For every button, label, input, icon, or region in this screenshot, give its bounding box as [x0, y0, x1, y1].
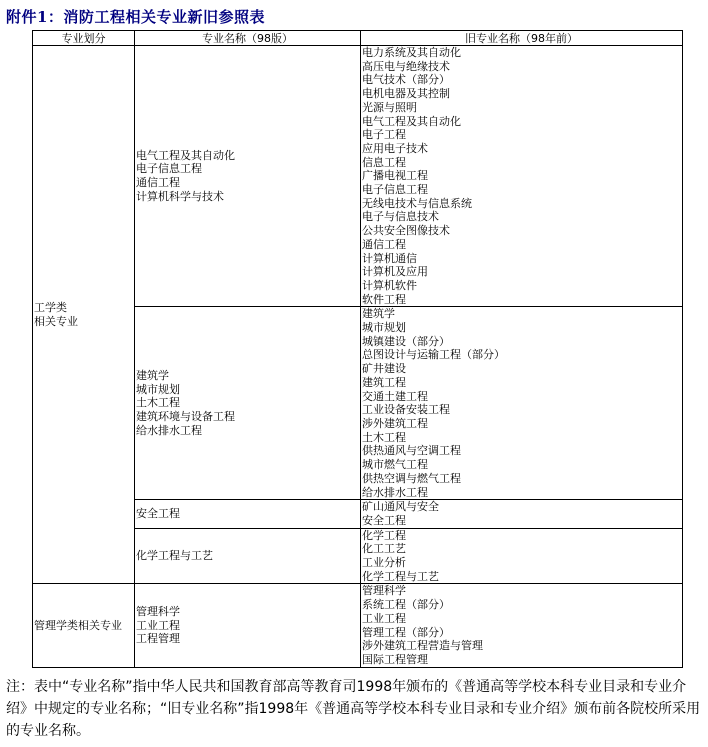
old-major-name: 工业分析 — [362, 556, 406, 570]
old-major-name: 矿山通风与安全 — [362, 500, 439, 514]
old-major-cell — [361, 500, 683, 528]
new-major-cell — [135, 500, 361, 528]
old-major-name: 土木工程 — [362, 430, 406, 444]
new-major-name: 电子信息工程 — [136, 162, 202, 176]
new-major-name: 建筑学 — [136, 369, 169, 383]
table-row — [33, 584, 683, 667]
category-text: 管理学类相关专业 — [34, 618, 122, 632]
old-major-name: 城镇建设（部分） — [362, 334, 450, 348]
footnote: 注：表中“专业名称”指中华人民共和国教育部高等教育司1998年颁布的《普通高等学校本科专业目录和专业介绍》中规定的专业名称；“旧专业名称”指1998年《普通高等学校本科专业目录和专业介绍》颁布前各院校所采用的专业名称。 — [6, 679, 701, 739]
old-major-name: 光源与照明 — [362, 100, 417, 114]
old-major-name: 涉外建筑工程 — [362, 416, 428, 430]
header-new-major: 专业名称（98版） — [135, 31, 361, 46]
old-major-name: 通信工程 — [362, 237, 406, 251]
old-major-name: 交通土建工程 — [362, 389, 428, 403]
new-major-cell — [135, 584, 361, 667]
new-major-name: 工程管理 — [136, 632, 180, 646]
old-major-name: 无线电技术与信息系统 — [362, 196, 472, 210]
new-major-name: 给水排水工程 — [136, 423, 202, 437]
old-major-name: 系统工程（部分） — [362, 598, 450, 612]
new-major-cell — [135, 307, 361, 500]
table-body — [33, 46, 683, 668]
old-major-name: 供热空调与燃气工程 — [362, 471, 461, 485]
old-major-name: 电子与信息技术 — [362, 210, 439, 224]
page-title: 附件1：消防工程相关专业新旧参照表 — [6, 8, 265, 26]
old-major-name: 涉外建筑工程营造与管理 — [362, 639, 483, 653]
new-major-name: 管理科学 — [136, 604, 180, 618]
category-text: 相关专业 — [34, 314, 78, 328]
category-cell — [33, 584, 135, 667]
header-category: 专业划分 — [33, 31, 135, 46]
major-reference-table — [32, 30, 683, 668]
old-major-name: 公共安全图像技术 — [362, 224, 450, 238]
old-major-name: 广播电视工程 — [362, 169, 428, 183]
new-major-cell — [135, 46, 361, 307]
old-major-name: 城市规划 — [362, 321, 406, 335]
old-major-name: 电气工程及其自动化 — [362, 114, 461, 128]
old-major-name: 工业设备安装工程 — [362, 403, 450, 417]
category-cell — [33, 46, 135, 584]
old-major-name: 供热通风与空调工程 — [362, 444, 461, 458]
old-major-name: 应用电子技术 — [362, 141, 428, 155]
old-major-name: 高压电与绝缘技术 — [362, 59, 450, 73]
old-major-name: 给水排水工程 — [362, 485, 428, 499]
header-old-major: 旧专业名称（98年前） — [361, 31, 683, 46]
old-major-name: 软件工程 — [362, 292, 406, 306]
new-major-name: 电气工程及其自动化 — [136, 148, 235, 162]
new-major-name: 安全工程 — [136, 507, 180, 521]
old-major-name: 电子工程 — [362, 128, 406, 142]
old-major-name: 电力系统及其自动化 — [362, 46, 461, 59]
old-major-name: 计算机及应用 — [362, 265, 428, 279]
new-major-cell — [135, 528, 361, 584]
new-major-name: 土木工程 — [136, 396, 180, 410]
old-major-name: 电机电器及其控制 — [362, 87, 450, 101]
old-major-name: 化学工程 — [362, 528, 406, 542]
old-major-cell — [361, 528, 683, 584]
old-major-cell — [361, 584, 683, 667]
old-major-name: 总图设计与运输工程（部分） — [362, 348, 505, 362]
new-major-name: 城市规划 — [136, 382, 180, 396]
old-major-cell — [361, 46, 683, 307]
new-major-name: 建筑环境与设备工程 — [136, 410, 235, 424]
old-major-name: 矿井建设 — [362, 362, 406, 376]
old-major-name: 建筑学 — [362, 307, 395, 321]
old-major-name: 信息工程 — [362, 155, 406, 169]
old-major-name: 计算机通信 — [362, 251, 417, 265]
old-major-name: 工业工程 — [362, 611, 406, 625]
old-major-name: 电气技术（部分） — [362, 73, 450, 87]
category-text: 工学类 — [34, 301, 67, 314]
old-major-name: 化工工艺 — [362, 542, 406, 556]
old-major-name: 管理科学 — [362, 584, 406, 598]
old-major-cell — [361, 307, 683, 500]
old-major-name: 安全工程 — [362, 513, 406, 527]
table-header-row — [33, 31, 683, 46]
old-major-name: 化学工程与工艺 — [362, 569, 439, 583]
old-major-name: 城市燃气工程 — [362, 458, 428, 472]
old-major-name: 国际工程管理 — [362, 652, 428, 666]
new-major-name: 工业工程 — [136, 618, 180, 632]
old-major-name: 计算机软件 — [362, 278, 417, 292]
old-major-name: 建筑工程 — [362, 375, 406, 389]
new-major-name: 通信工程 — [136, 176, 180, 190]
table-row — [33, 46, 683, 307]
old-major-name: 电子信息工程 — [362, 183, 428, 197]
old-major-name: 管理工程（部分） — [362, 625, 450, 639]
new-major-name: 化学工程与工艺 — [136, 549, 213, 563]
new-major-name: 计算机科学与技术 — [136, 189, 224, 203]
